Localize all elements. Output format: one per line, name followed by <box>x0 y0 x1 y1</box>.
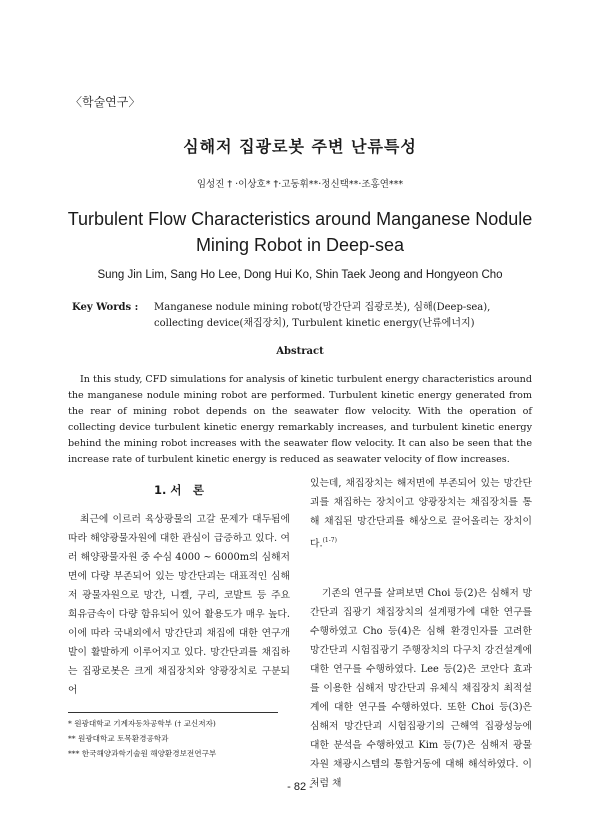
intro-right-text-1: 있는데, 채집장치는 해저면에 부존되어 있는 망간단괴를 채집하는 장치이고 양광장치는 채집장치를 통해 채집된 망간단괴를 해상으로 끌어올리는 장치이다. <box>310 478 532 550</box>
page-number: - 82 - <box>287 781 313 793</box>
korean-authors: 임성진 † ·이상호* †·고동휘**·정신택**·조홍연*** <box>196 179 404 190</box>
abstract-body: In this study, CFD simulations for analysis of kinetic turbulent energy characteristics around the manganese nodule mining robot are performed. Turbulent kinetic energy generated from the rear of mining robot depends on the seawater flow velocity. With the operation of collecting device turbulent kinetic energy remarkably increases, and turbulent kinetic energy behind the mining robot increases with the seawater flow velocity. It can also be seen that the increase rate of turbulent kinetic energy is reduced as seawater velocity of flow increases. <box>68 374 532 465</box>
keywords-label: Key Words : <box>72 302 139 313</box>
english-authors: Sung Jin Lim, Sang Ho Lee, Dong Hui Ko, Shin Taek Jeong and Hongyeon Cho <box>97 269 503 281</box>
keywords <box>72 300 542 332</box>
footnote-3: *** 한국해양과학기술원 해양환경보전연구부 <box>68 749 217 758</box>
footnote-2: ** 원광대학교 토목환경공학과 <box>68 734 169 743</box>
abstract-heading: Abstract <box>276 346 324 357</box>
intro-right-paragraph-2: 기존의 연구를 살펴보면 Choi 등(2)은 심해저 망간단괴 집광기 채집장치의 설계평가에 대한 연구를 수행하였고 Cho 등(4)은 심해 환경인자를 고려한 망간단괴 시험집광기 주행장치의 다구치 강건설계에 대한 연구를 수행하였다. Lee 등(2)은 코안다 효과를 이용한 심해저 망간단괴 유체식 채집장치 최적설계에 대한 연구를 수행하였다. 또한 Choi 등(3)은 심해저 망간단괴 시험집광기의 근해역 집광성능에 대한 분석을 수행하였고 Kim 등(7)은 심해저 광물자원 채광시스템의 통합거동에 대해 해석하였다. 이처럼 채 <box>310 588 532 789</box>
intro-right-paragraph-1 <box>310 474 532 553</box>
english-title: Turbulent Flow Characteristics around Manganese Nodule Mining Robot in Deep-sea <box>67 209 533 255</box>
section-tag: 〈학술연구〉 <box>70 95 141 109</box>
korean-title: 심해저 집광로봇 주변 난류특성 <box>183 137 417 156</box>
footnote-1: * 원광대학교 기계자동차공학부 († 교신저자) <box>68 719 216 728</box>
intro-left-paragraph: 최근에 이르러 육상광물의 고갈 문제가 대두됨에 따라 해양광물자원에 대한 관심이 급증하고 있다. 여러 해양광물자원 중 수심 4000 ~ 6000m의 심해저면에 다량 부존되어 있는 망간단괴는 대표적인 심해저 광물자원으로 망간, 니켈, 구리, 코발트 등 주요 희유금속이 다량 함유되어 있어 활용도가 매우 높다. 이에 따라 국내외에서 망간단괴 채집에 대한 연구개발이 활발하게 이루어지고 있다. 망간단괴를 채집하는 집광로봇은 크게 채집장치와 양광장치로 구분되어 <box>68 514 290 696</box>
footnote-divider <box>68 712 278 713</box>
keywords-text: Manganese nodule mining robot(망간단괴 집광로봇), 심해(Deep-sea), collecting device(채집장치), Turbulent kinetic energy(난류에너지) <box>154 302 491 329</box>
reference-mark: (1-7) <box>322 537 337 544</box>
footnotes <box>68 716 298 761</box>
intro-heading: 1. 서 론 <box>153 483 205 497</box>
